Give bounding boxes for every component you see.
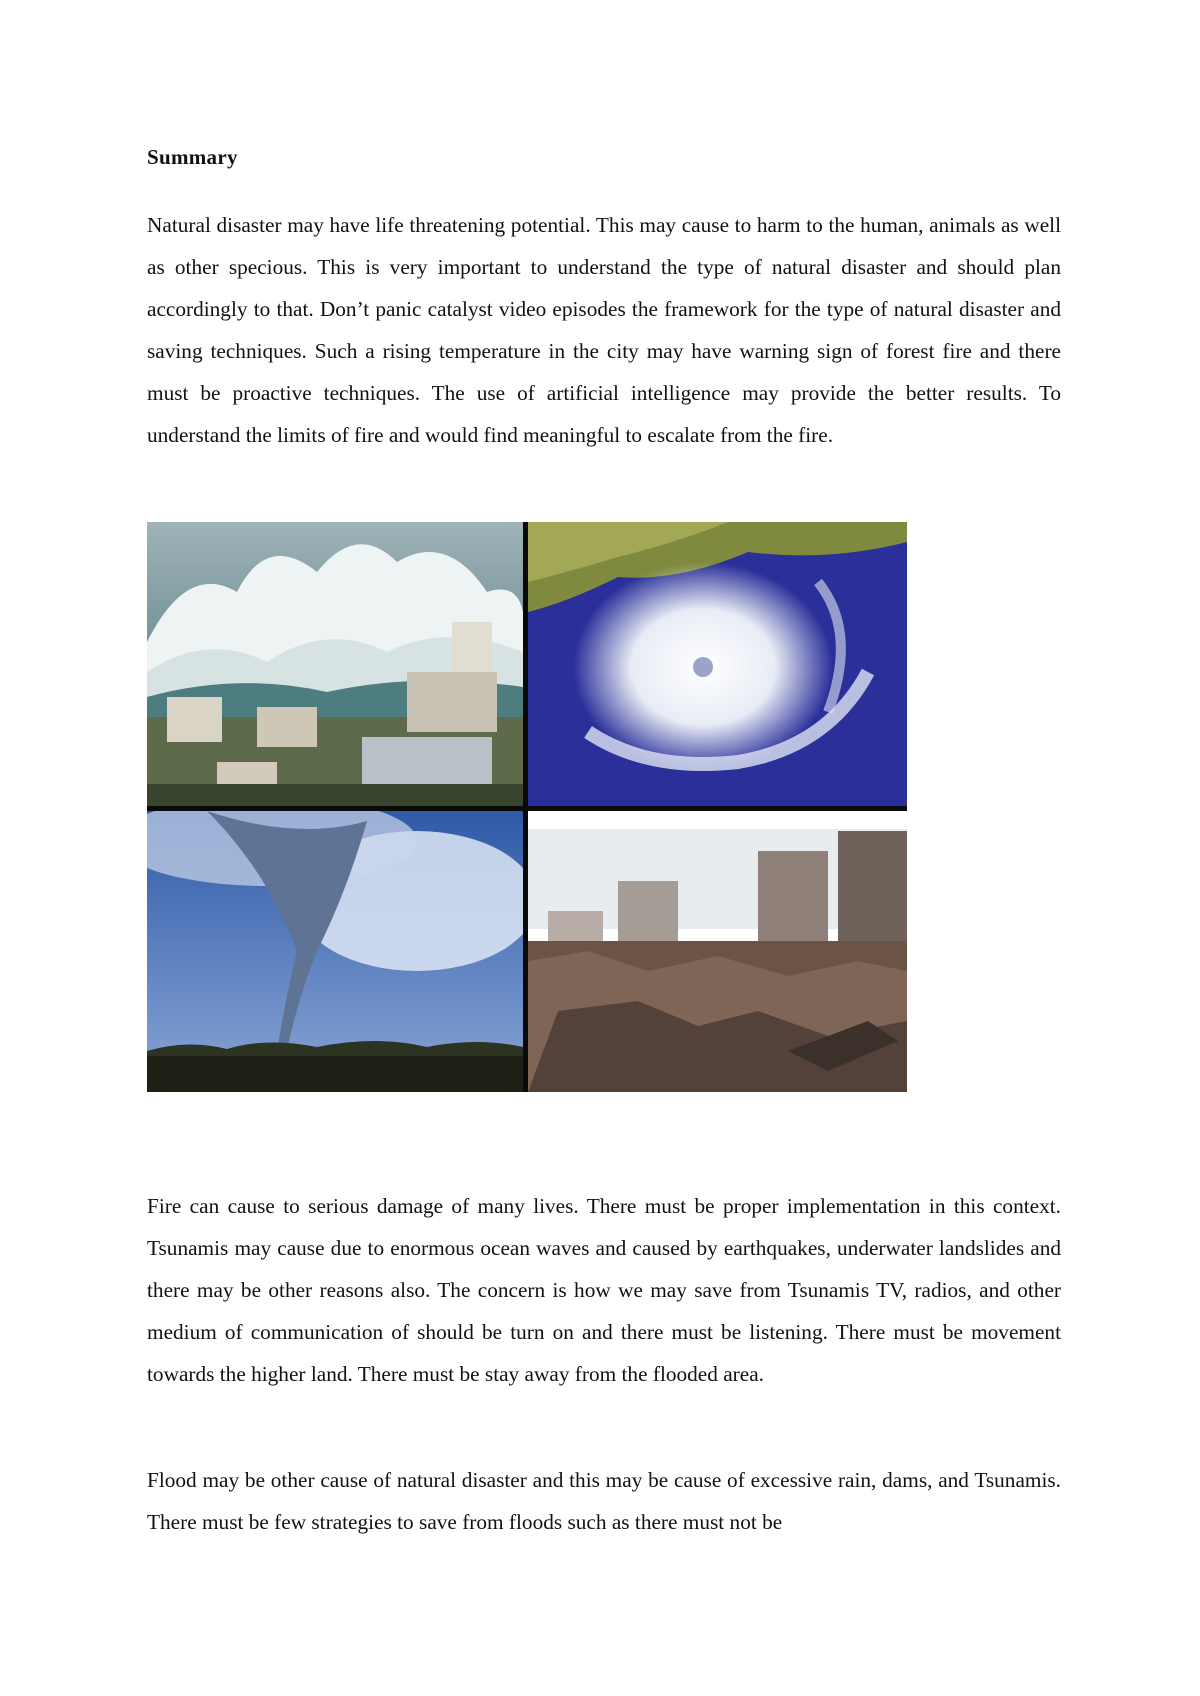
earthquake-ruins-photo (528, 811, 907, 1092)
hurricane-satellite-photo (528, 522, 907, 806)
paragraph-fire-tsunami: Fire can cause to serious damage of many lives. There must be proper implementation in this context. Tsunamis may cause due to enormous ocean waves and caused by earthquakes, underwater landslides and there may be other reasons also. The concern is how we may save from Tsunamis TV, radios, and other medium of communication of should be turn on and there must be listening. There must be movement towards the higher land. There must be stay away from the flooded area. (147, 1194, 1061, 1386)
paragraph-flood: Flood may be other cause of natural disaster and this may be cause of excessive rain, dams, and Tsunamis. There must be few strategies to save from floods such as there must not be (147, 1468, 1061, 1534)
section-heading: Summary (147, 145, 238, 169)
disaster-photo-collage (147, 522, 907, 1092)
paragraph-intro: Natural disaster may have life threatening potential. This may cause to harm to the human, animals as well as other specious. This is very important to understand the type of natural disaster and should plan accordingly to that. Don’t panic catalyst video episodes the framework for the type of natural disaster and saving techniques. Such a rising temperature in the city may have warning sign of forest fire and there must be proactive techniques. The use of artificial intelligence may provide the better results. To understand the limits of fire and would find meaningful to escalate from the fire. (147, 213, 1061, 447)
tornado-photo (147, 811, 523, 1092)
tsunami-photo (147, 522, 523, 806)
